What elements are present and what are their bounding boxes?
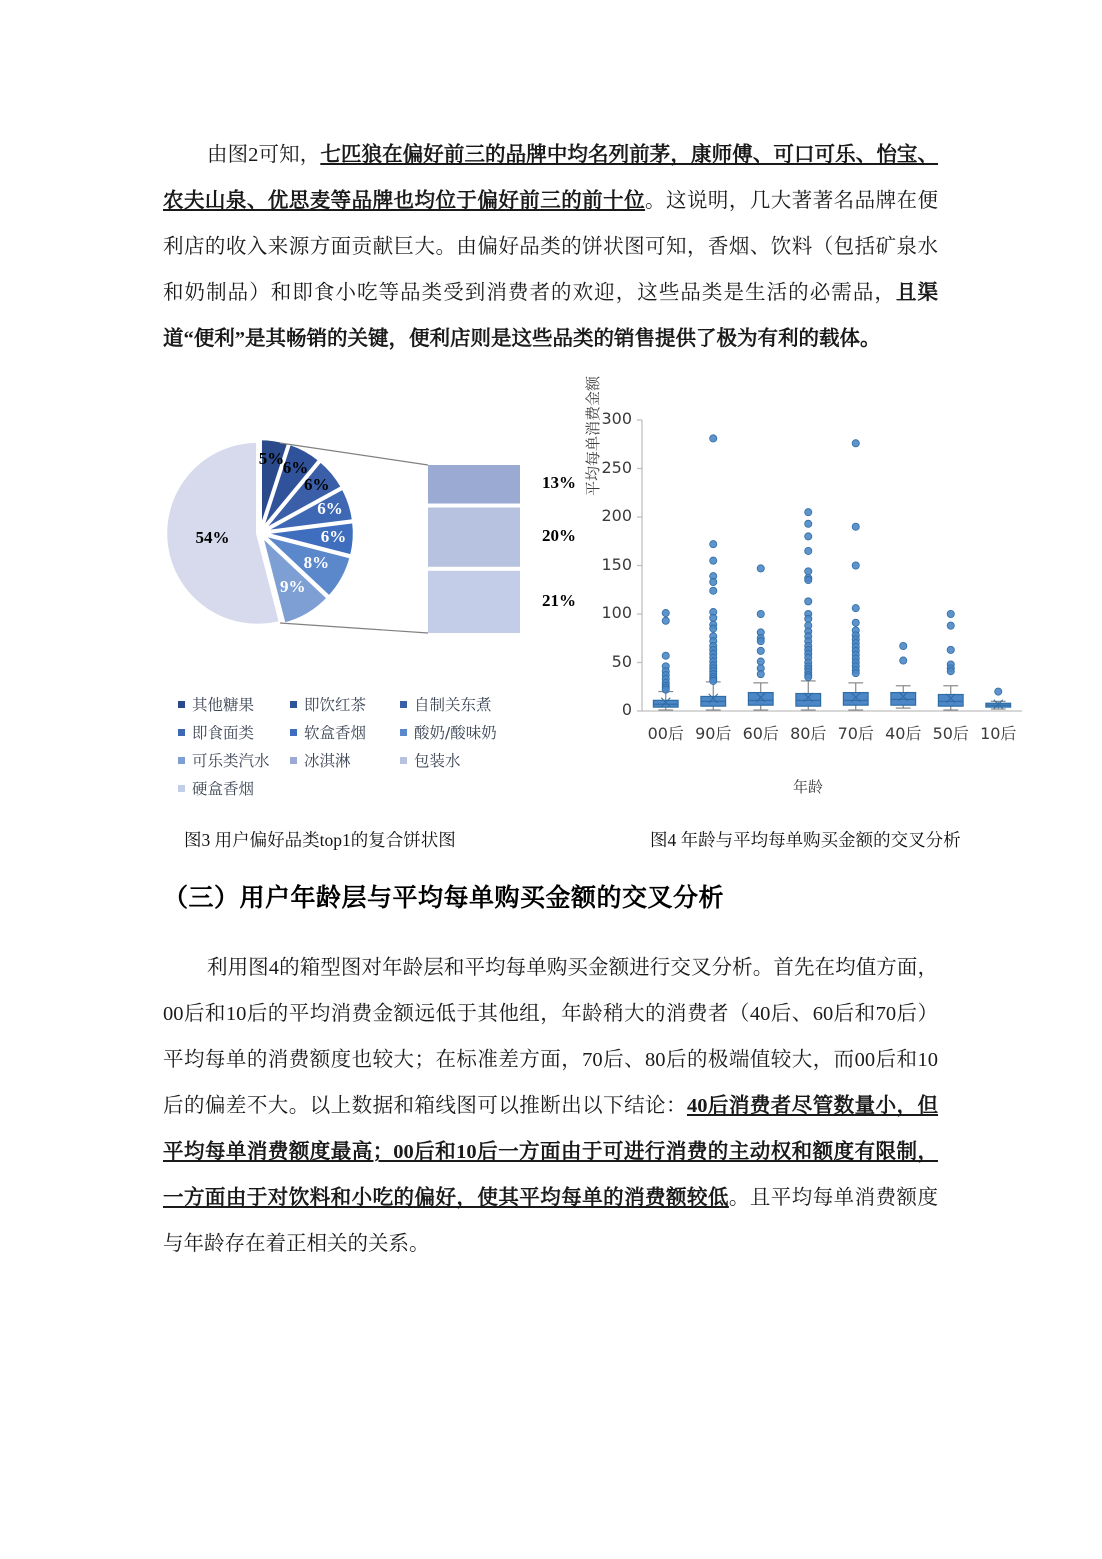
legend-swatch-icon [400,701,407,708]
box-plot-axes [637,420,1022,711]
pie-slice-label: 9% [280,577,306,597]
legend-swatch-icon [290,701,297,708]
legend-swatch-icon [178,701,185,708]
box-plot-group [653,609,678,710]
legend-item[interactable] [400,721,530,743]
y-axis-tick-label: 100 [601,603,632,622]
pie-slice-label: 6% [320,526,347,546]
pie-slice-label: 6% [303,475,330,495]
legend-swatch-icon [290,757,297,764]
pie-slice-label: 6% [317,499,343,519]
legend-label: 硬盒香烟 [192,780,255,798]
para2-plain-2: 。且平均每单消费额度与年龄存在着正相关的关系。 [163,1187,938,1255]
pie-chart-svg [160,425,580,685]
legend-item[interactable] [178,777,290,799]
para1-underline-1: 七匹狼在偏好前三的品牌中均名列前茅，康师傅、可口可乐、怡宝、农夫山泉、优思麦等品牌也均位于偏好前三的前十位 [163,144,939,212]
box-plot-group [986,688,1011,709]
legend-item[interactable] [178,749,290,771]
y-axis-tick-label: 200 [601,506,632,525]
pie-slice-label: 6% [282,457,309,477]
y-axis-tick-label: 50 [611,651,632,671]
box-plot-svg [588,408,1028,773]
y-axis-tick-label: 250 [601,457,632,477]
x-axis-tick-label: 90后 [695,724,732,743]
legend-swatch-icon [178,785,185,792]
legend-row [178,777,538,799]
figure-3-caption: 图3 用户偏好品类top1的复合饼状图 [184,830,456,850]
bar-segment [428,508,520,567]
box-plot-group [701,435,726,710]
box-plot-group [796,509,821,710]
legend-item[interactable] [400,693,530,715]
legend-swatch-icon [178,757,185,764]
legend-row [178,721,538,743]
legend-label: 其他糖果 [192,696,255,714]
legend-row [178,749,538,771]
bar-segment [428,465,520,504]
legend-item[interactable] [400,749,530,771]
legend-swatch-icon [400,729,407,736]
legend-label: 即食面类 [192,724,255,742]
x-axis-tick-label: 60后 [742,724,779,743]
paragraph-1 [163,132,938,362]
legend-swatch-icon [400,757,407,764]
legend-label: 软盒香烟 [304,724,367,742]
pie-slice-label: 8% [303,553,330,573]
legend-label: 即饮红茶 [304,696,367,714]
legend-row [178,693,538,715]
box-plot-group [748,565,773,710]
pie-slice-label: 5% [258,449,285,469]
x-axis-tick-label: 40后 [885,724,922,743]
legend-item[interactable] [290,749,400,771]
figure-4-box-plot [584,376,1028,808]
pie-slice-label: 54% [195,527,230,547]
para1-bold-1: 且渠道“便利”是其畅销的关键，便利店则是这些品类的销售提供了极为有利的载体。 [163,282,939,350]
legend-label: 酸奶/酸味奶 [414,724,497,742]
x-axis-tick-label: 50后 [932,724,969,743]
legend-item[interactable] [178,693,290,715]
y-axis-tick-label: 300 [601,409,632,428]
x-axis-tick-label: 70后 [837,724,874,743]
box-plot-group [843,440,868,710]
legend-swatch-icon [290,729,297,736]
legend-item[interactable] [178,721,290,743]
legend-label: 包装水 [414,752,461,770]
bar-segment-label: 13% [542,473,576,493]
bar-segment-label: 21% [542,590,576,610]
legend-label: 自制关东煮 [414,696,492,714]
para2-underline-1: 40后消费者尽管数量小，但平均每单消费额度最高；00后和10后一方面由于可进行消费的主动权和额度有限制，一方面由于对饮料和小吃的偏好，使其平均每单的消费额较低 [163,1095,939,1209]
legend-swatch-icon [178,729,185,736]
legend-label: 可乐类汽水 [192,752,270,770]
y-axis-tick-label: 0 [621,700,632,719]
x-axis-tick-label: 80后 [790,724,827,743]
section-heading: （三）用户年龄层与平均每单购买金额的交叉分析 [163,885,725,912]
box-plot-group [938,610,963,710]
bar-segment-label: 20% [542,526,576,546]
para1-plain-2: 。这说明，几大著著名品牌在便利店的收入来源方面贡献巨大。由偏好品类的饼状图可知，香烟、饮料（包括矿泉水和奶制品）和即食小吃等品类受到消费者的欢迎，这些品类是生活的必需品， [163,190,939,304]
box-plot-group [891,642,916,708]
box-plot-y-axis-title: 平均每单消费金额 [584,376,602,497]
x-axis-tick-label: 00后 [647,724,684,743]
para1-plain-1: 由图2可知， [207,144,321,166]
box-plot-x-axis-title: 年龄 [792,778,823,796]
legend-item[interactable] [290,693,400,715]
figure-3-pie-chart [160,425,580,800]
para2-plain-1: 利用图4的箱型图对年龄层和平均每单购买金额进行交叉分析。首先在均值方面，00后和10后的平均消费金额远低于其他组，年龄稍大的消费者（40后、60后和70后）平均每单的消费额度也较大；在标准差方面，70后、80后的极端值较大，而00后和10后的偏差不大。以上数据和箱线图可以推断出以下结论： [163,957,938,1117]
legend-label: 冰淇淋 [304,752,351,770]
legend-item[interactable] [290,721,400,743]
bar-segment [428,571,520,633]
y-axis-tick-label: 150 [601,554,632,574]
x-axis-tick-label: 10后 [980,724,1017,743]
paragraph-2 [163,945,938,1267]
figure-4-caption: 图4 年龄与平均每单购买金额的交叉分析 [650,830,961,850]
pie-legend [178,693,538,805]
